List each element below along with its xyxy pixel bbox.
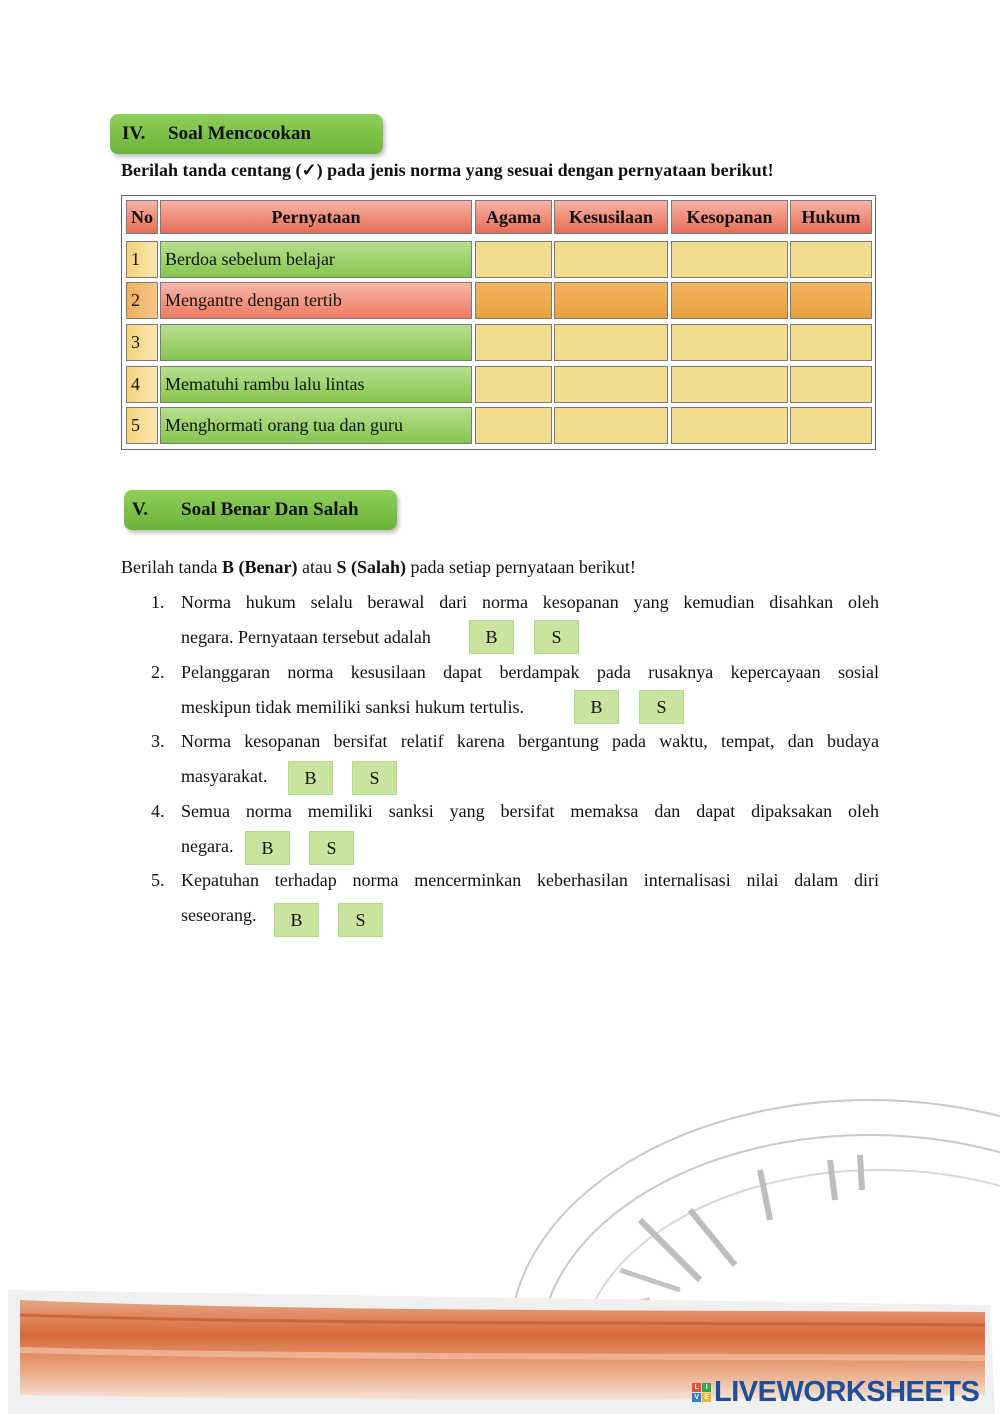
statement-cell[interactable]: Berdoa sebelum belajar	[160, 241, 472, 278]
item-text-line2: negara. Pernyataan tersebut adalah	[181, 627, 431, 647]
true-false-item	[151, 724, 881, 794]
header-no: No	[126, 200, 158, 234]
option-s-button[interactable]: S	[309, 831, 354, 865]
check-agama[interactable]	[475, 241, 552, 278]
header-kesusilaan: Kesusilaan	[554, 200, 668, 234]
section-5-instruction: Berilah tanda B (Benar) atau S (Salah) pada setiap pernyataan berikut!	[121, 557, 636, 577]
section-5-title: Soal Benar Dan Salah	[181, 499, 359, 520]
check-hukum[interactable]	[790, 282, 872, 319]
check-agama[interactable]	[475, 282, 552, 319]
section-4-instruction: Berilah tanda centang (✓) pada jenis norma yang sesuai dengan pernyataan berikut!	[121, 160, 774, 180]
check-kesopanan[interactable]	[671, 366, 788, 403]
section-5-number: V.	[132, 499, 149, 520]
check-kesusilaan[interactable]	[554, 407, 668, 444]
section-4-number: IV.	[122, 123, 146, 144]
item-number: 2.	[151, 662, 165, 682]
option-b-button[interactable]: B	[469, 620, 514, 654]
row-number: 1	[126, 241, 158, 278]
check-agama[interactable]	[475, 366, 552, 403]
check-agama[interactable]	[475, 324, 552, 361]
option-s-button[interactable]: S	[534, 620, 579, 654]
check-kesusilaan[interactable]	[554, 366, 668, 403]
item-text-line1: Norma hukum selalu berawal dari norma kesopanan yang kemudian disahkan oleh	[181, 592, 879, 612]
row-number: 3	[126, 324, 158, 361]
true-false-item	[151, 585, 881, 655]
item-text-line1: Pelanggaran norma kesusilaan dapat berdampak pada rusaknya kepercayaan sosial	[181, 662, 879, 682]
header-hukum: Hukum	[790, 200, 872, 234]
section-4-header	[110, 114, 383, 154]
item-number: 1.	[151, 592, 165, 612]
statement-cell[interactable]: Menghormati orang tua dan guru	[160, 407, 472, 444]
item-text-line1: Kepatuhan terhadap norma mencerminkan keberhasilan internalisasi nilai dalam diri	[181, 870, 879, 890]
liveworksheets-logo-text: LIVEWORKSHEETS	[714, 1375, 980, 1408]
check-kesusilaan[interactable]	[554, 241, 668, 278]
check-kesopanan[interactable]	[671, 407, 788, 444]
item-number: 4.	[151, 801, 165, 821]
option-s-button[interactable]: S	[338, 903, 383, 937]
check-agama[interactable]	[475, 407, 552, 444]
true-false-item	[151, 655, 881, 725]
row-number: 2	[126, 282, 158, 319]
check-hukum[interactable]	[790, 324, 872, 361]
option-s-button[interactable]: S	[639, 690, 684, 724]
liveworksheets-logo-icon: L I V E	[692, 1383, 711, 1402]
option-b-button[interactable]: B	[288, 761, 333, 795]
header-statement: Pernyataan	[160, 200, 472, 234]
header-kesopanan: Kesopanan	[671, 200, 788, 234]
option-b-button[interactable]: B	[574, 690, 619, 724]
option-s-button[interactable]: S	[352, 761, 397, 795]
check-kesopanan[interactable]	[671, 241, 788, 278]
item-text-line1: Semua norma memiliki sanksi yang bersifat memaksa dan dapat dipaksakan oleh	[181, 801, 879, 821]
check-kesusilaan[interactable]	[554, 282, 668, 319]
item-text-line2: seseorang.	[181, 905, 257, 925]
check-kesusilaan[interactable]	[554, 324, 668, 361]
row-number: 4	[126, 366, 158, 403]
item-text-line1: Norma kesopanan bersifat relatif karena bergantung pada waktu, tempat, dan budaya	[181, 731, 879, 751]
item-text-line2: negara.	[181, 836, 234, 856]
section-5-header	[124, 490, 397, 530]
header-agama: Agama	[475, 200, 552, 234]
statement-cell[interactable]	[160, 324, 472, 361]
option-b-button[interactable]: B	[245, 831, 290, 865]
item-number: 5.	[151, 870, 165, 890]
section-4-title: Soal Mencocokan	[168, 123, 312, 144]
option-b-button[interactable]: B	[274, 903, 319, 937]
liveworksheets-logo	[692, 1375, 979, 1409]
true-false-item	[151, 863, 881, 933]
statement-cell[interactable]: Mengantre dengan tertib	[160, 282, 472, 319]
item-text-line2: masyarakat.	[181, 766, 268, 786]
decorative-clock-banner	[0, 1050, 1000, 1414]
item-text-line2: meskipun tidak memiliki sanksi hukum tertulis.	[181, 697, 524, 717]
matching-table	[121, 195, 876, 450]
check-kesopanan[interactable]	[671, 324, 788, 361]
check-hukum[interactable]	[790, 366, 872, 403]
check-hukum[interactable]	[790, 241, 872, 278]
statement-cell[interactable]: Mematuhi rambu lalu lintas	[160, 366, 472, 403]
item-number: 3.	[151, 731, 165, 751]
check-hukum[interactable]	[790, 407, 872, 444]
row-number: 5	[126, 407, 158, 444]
check-kesopanan[interactable]	[671, 282, 788, 319]
